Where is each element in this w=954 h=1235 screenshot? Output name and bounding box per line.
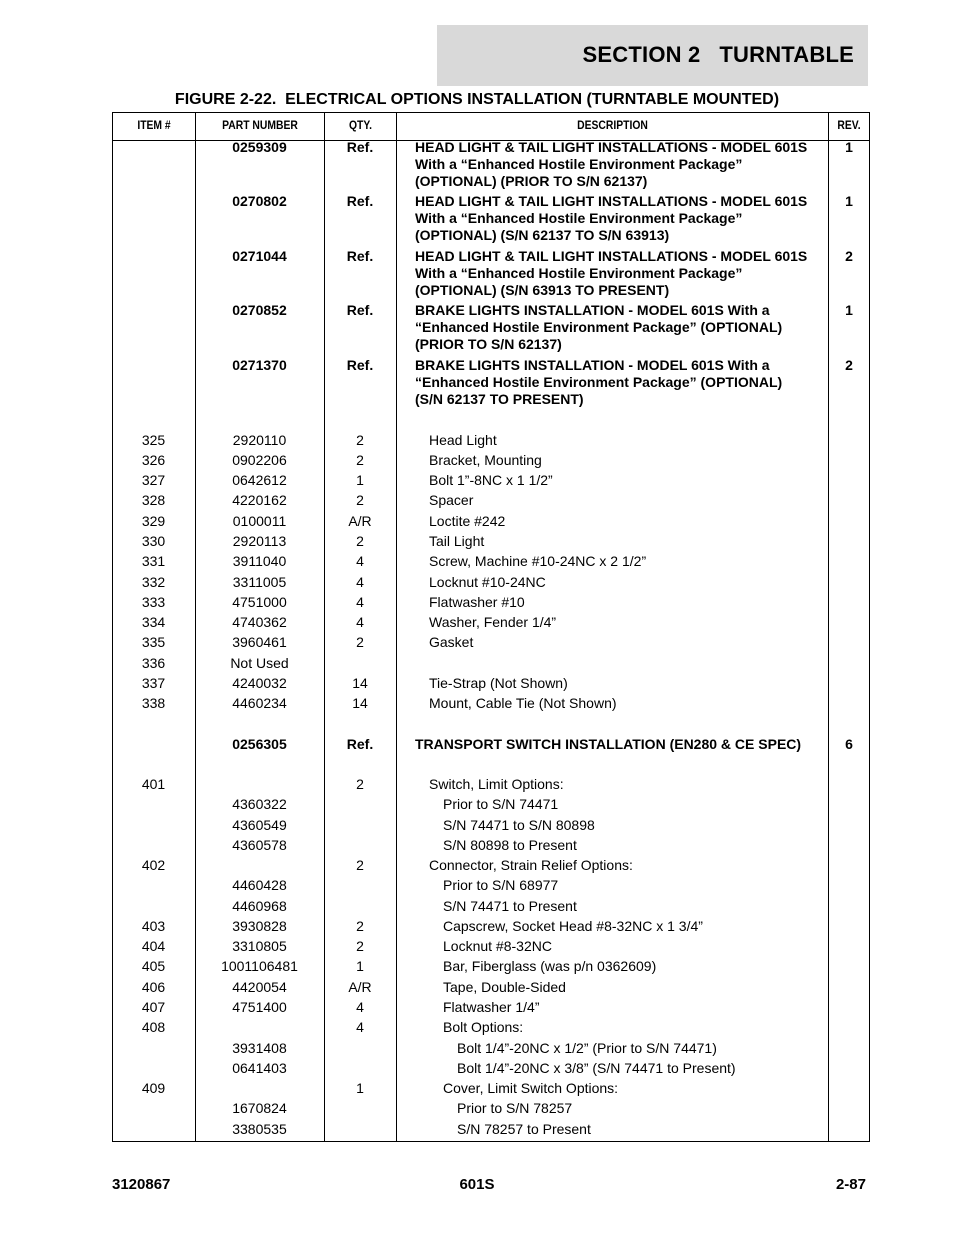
item-number-cell: 405	[141, 958, 166, 974]
part-number-cell: Not Used	[230, 655, 289, 671]
part-number-cell: 0270852	[232, 302, 287, 318]
quantity-cell: 2	[356, 857, 364, 873]
item-number-cell: 329	[141, 513, 166, 529]
quantity-cell: 2	[356, 634, 364, 650]
footer-model: 601S	[459, 1176, 495, 1193]
description-cell: HEAD LIGHT & TAIL LIGHT INSTALLATIONS - MODEL 601S With a “Enhanced Hostile Environment Package” (OPTIONAL) (PRIOR TO S/N 62137)	[415, 139, 808, 189]
part-number-cell: 4740362	[232, 614, 287, 630]
description-cell: Flatwasher 1/4”	[443, 999, 540, 1015]
revision-cell: 2	[845, 357, 853, 373]
part-number-cell: 3911040	[232, 553, 287, 569]
revision-cell: 6	[845, 736, 853, 752]
revision-cell: 1	[845, 302, 853, 318]
part-number-cell: 3930828	[232, 918, 287, 934]
part-number-cell: 4460428	[232, 877, 287, 893]
description-cell: Loctite #242	[429, 513, 506, 529]
item-number-cell: 408	[141, 1019, 166, 1035]
quantity-cell: A/R	[348, 513, 372, 529]
quantity-cell: A/R	[348, 979, 372, 995]
item-number-cell: 403	[141, 918, 166, 934]
part-number-cell: 4360578	[232, 837, 287, 853]
part-number-cell: 2920110	[232, 432, 287, 448]
part-number-cell: 4240032	[232, 675, 287, 691]
quantity-cell: 4	[356, 614, 364, 630]
quantity-cell: 4	[356, 553, 364, 569]
quantity-cell: 4	[356, 594, 364, 610]
description-cell: S/N 74471 to Present	[443, 898, 577, 914]
description-cell: TRANSPORT SWITCH INSTALLATION (EN280 & CE SPEC)	[415, 736, 802, 752]
part-number-cell: 0642612	[232, 472, 287, 488]
item-number-cell: 334	[141, 614, 166, 630]
description-cell: BRAKE LIGHTS INSTALLATION - MODEL 601S With a “Enhanced Hostile Environment Package” (OPTIONAL) (PRIOR TO S/N 62137)	[415, 302, 783, 352]
column-header-item: ITEM #	[137, 120, 171, 132]
revision-cell: 1	[845, 193, 853, 209]
quantity-cell: Ref.	[346, 302, 374, 318]
description-cell: HEAD LIGHT & TAIL LIGHT INSTALLATIONS - MODEL 601S With a “Enhanced Hostile Environment Package” (OPTIONAL) (S/N 63913 TO PRESENT)	[415, 248, 808, 298]
description-cell: Cover, Limit Switch Options:	[443, 1080, 619, 1096]
part-number-cell: 4420054	[232, 979, 287, 995]
item-number-cell: 327	[141, 472, 166, 488]
description-cell: HEAD LIGHT & TAIL LIGHT INSTALLATIONS - MODEL 601S With a “Enhanced Hostile Environment Package” (OPTIONAL) (S/N 62137 TO S/N 63913)	[415, 193, 808, 243]
item-number-cell: 333	[141, 594, 166, 610]
part-number-cell: 3310805	[232, 938, 287, 954]
description-cell: Switch, Limit Options:	[429, 776, 564, 792]
item-number-cell: 328	[141, 492, 166, 508]
item-number-cell: 330	[141, 533, 166, 549]
part-number-cell: 4751400	[232, 999, 287, 1015]
description-cell: Screw, Machine #10-24NC x 2 1/2”	[429, 553, 647, 569]
part-number-cell: 4360549	[232, 817, 287, 833]
quantity-cell: 2	[356, 776, 364, 792]
part-number-cell: 0641403	[232, 1060, 287, 1076]
part-number-cell: 4220162	[232, 492, 287, 508]
item-number-cell: 338	[141, 695, 166, 711]
quantity-cell: 4	[356, 574, 364, 590]
part-number-cell: 1001106481	[221, 958, 298, 974]
item-number-cell: 332	[141, 574, 166, 590]
description-cell: Bracket, Mounting	[429, 452, 542, 468]
item-number-cell: 402	[141, 857, 166, 873]
description-cell: Washer, Fender 1/4”	[429, 614, 557, 630]
item-number-cell: 409	[141, 1080, 166, 1096]
part-number-cell: 0270802	[232, 193, 287, 209]
item-number-cell: 336	[141, 655, 166, 671]
description-cell: Head Light	[429, 432, 497, 448]
description-cell: Bolt 1”-8NC x 1 1/2”	[429, 472, 553, 488]
description-cell: Bolt 1/4”-20NC x 1/2” (Prior to S/N 74471)	[457, 1040, 717, 1056]
item-number-cell: 325	[141, 432, 166, 448]
quantity-cell: 1	[356, 472, 364, 488]
quantity-cell: 2	[356, 452, 364, 468]
description-cell: Bar, Fiberglass (was p/n 0362609)	[443, 958, 657, 974]
description-cell: Prior to S/N 74471	[443, 796, 559, 812]
part-number-cell: 0256305	[232, 736, 287, 752]
part-number-cell: 3311005	[232, 574, 287, 590]
description-cell: BRAKE LIGHTS INSTALLATION - MODEL 601S With a “Enhanced Hostile Environment Package” (OPTIONAL) (S/N 62137 TO PRESENT)	[415, 357, 783, 407]
description-cell: Prior to S/N 68977	[443, 877, 559, 893]
description-cell: Connector, Strain Relief Options:	[429, 857, 633, 873]
description-cell: Spacer	[429, 492, 474, 508]
column-header-qty: QTY.	[348, 120, 373, 132]
part-number-cell: 3380535	[232, 1121, 287, 1137]
part-number-cell: 0259309	[232, 139, 287, 155]
description-cell: Flatwasher #10	[429, 594, 525, 610]
item-number-cell: 331	[141, 553, 166, 569]
part-number-cell: 4751000	[232, 594, 287, 610]
description-cell: Locknut #8-32NC	[443, 938, 552, 954]
quantity-cell: 1	[356, 958, 364, 974]
description-cell: Bolt 1/4”-20NC x 3/8” (S/N 74471 to Present)	[457, 1060, 736, 1076]
quantity-cell: 4	[356, 999, 364, 1015]
part-number-cell: 4460234	[232, 695, 287, 711]
part-number-cell: 3931408	[232, 1040, 287, 1056]
description-cell: Capscrew, Socket Head #8-32NC x 1 3/4”	[443, 918, 703, 934]
quantity-cell: 2	[356, 533, 364, 549]
revision-cell: 2	[845, 248, 853, 264]
item-number-cell: 404	[141, 938, 166, 954]
part-number-cell: 0100011	[232, 513, 287, 529]
quantity-cell: Ref.	[346, 193, 374, 209]
description-cell: Tail Light	[429, 533, 485, 549]
item-number-cell: 326	[141, 452, 166, 468]
quantity-cell: Ref.	[346, 736, 374, 752]
quantity-cell: Ref.	[346, 248, 374, 264]
description-cell: Gasket	[429, 634, 474, 650]
description-cell: S/N 80898 to Present	[443, 837, 577, 853]
revision-cell: 1	[845, 139, 853, 155]
quantity-cell: Ref.	[346, 357, 374, 373]
description-cell: S/N 74471 to S/N 80898	[443, 817, 595, 833]
description-cell: Locknut #10-24NC	[429, 574, 546, 590]
item-number-cell: 406	[141, 979, 166, 995]
section-title: SECTION 2 TURNTABLE	[582, 42, 854, 67]
description-cell: Mount, Cable Tie (Not Shown)	[429, 695, 617, 711]
figure-title: FIGURE 2-22. ELECTRICAL OPTIONS INSTALLATION (TURNTABLE MOUNTED)	[174, 91, 780, 108]
item-number-cell: 335	[141, 634, 166, 650]
item-number-cell: 407	[141, 999, 166, 1015]
part-number-cell: 2920113	[232, 533, 287, 549]
part-number-cell: 1670824	[232, 1100, 287, 1116]
quantity-cell: 14	[352, 695, 368, 711]
quantity-cell: 2	[356, 938, 364, 954]
quantity-cell: 14	[352, 675, 368, 691]
section-header	[437, 25, 868, 86]
part-number-cell: 0902206	[232, 452, 287, 468]
description-cell: S/N 78257 to Present	[457, 1121, 591, 1137]
footer-doc-number: 3120867	[112, 1176, 171, 1193]
footer-page-number: 2-87	[835, 1176, 866, 1193]
item-number-cell: 337	[141, 675, 166, 691]
column-divider	[396, 113, 397, 1141]
part-number-cell: 0271044	[232, 248, 287, 264]
description-cell: Tape, Double-Sided	[443, 979, 566, 995]
quantity-cell: 1	[356, 1080, 364, 1096]
quantity-cell: 2	[356, 918, 364, 934]
description-cell: Bolt Options:	[443, 1019, 524, 1035]
part-number-cell: 3960461	[232, 634, 287, 650]
item-number-cell: 401	[141, 776, 166, 792]
part-number-cell: 4360322	[232, 796, 287, 812]
column-header-rev: REV.	[837, 120, 861, 132]
quantity-cell: 4	[356, 1019, 364, 1035]
quantity-cell: 2	[356, 432, 364, 448]
column-header-description: DESCRIPTION	[577, 120, 648, 132]
part-number-cell: 4460968	[232, 898, 287, 914]
description-cell: Tie-Strap (Not Shown)	[429, 675, 568, 691]
description-cell: Prior to S/N 78257	[457, 1100, 573, 1116]
quantity-cell: Ref.	[346, 139, 374, 155]
column-header-part-number: PART NUMBER	[222, 120, 298, 132]
quantity-cell: 2	[356, 492, 364, 508]
part-number-cell: 0271370	[232, 357, 287, 373]
